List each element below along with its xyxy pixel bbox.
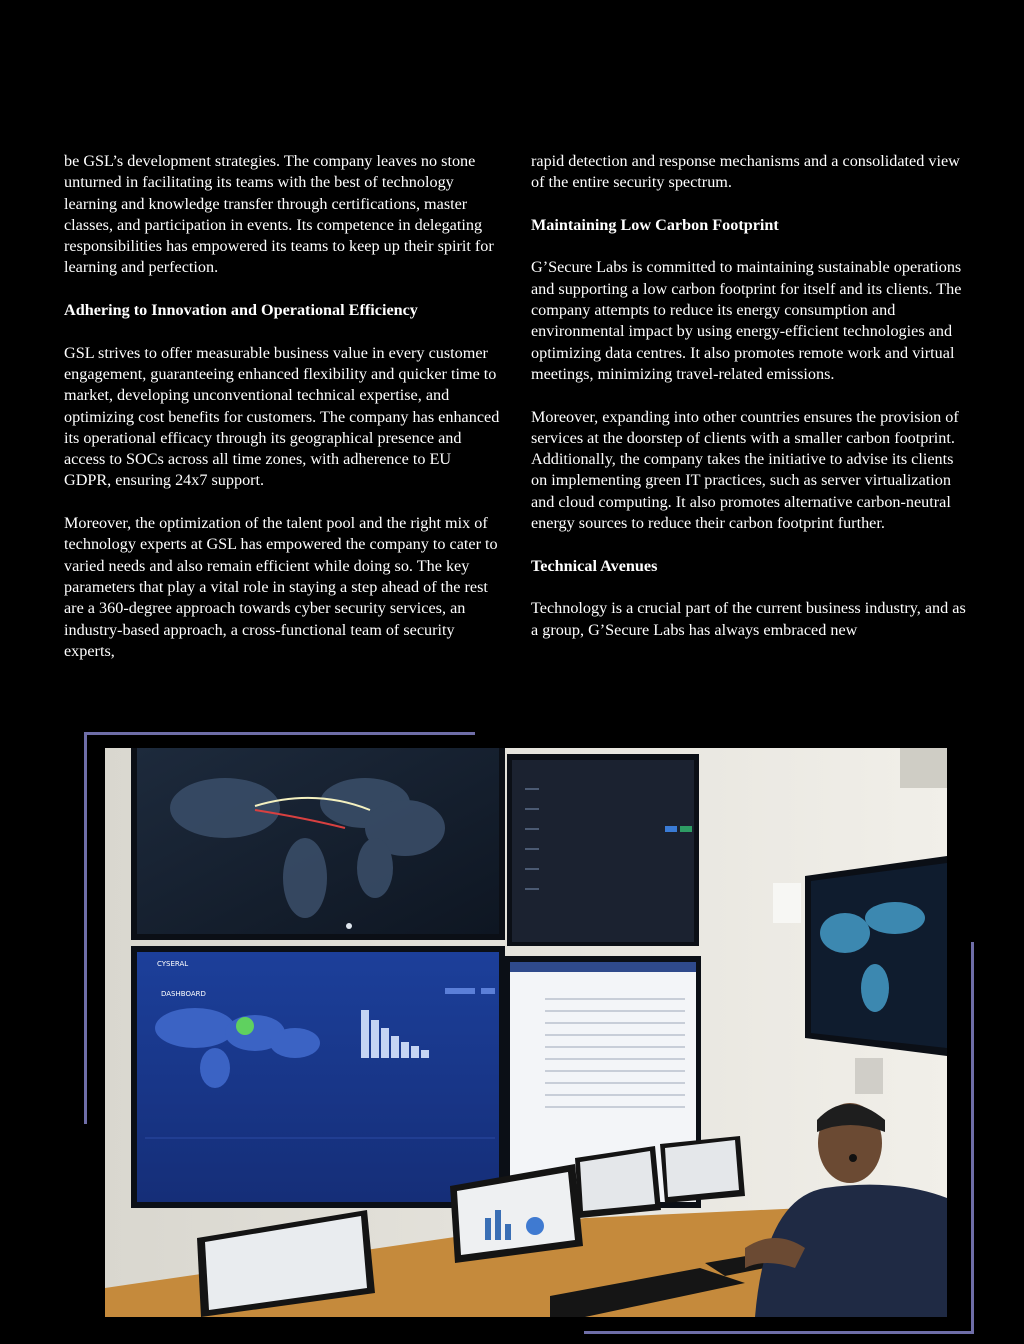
section-heading: Technical Avenues [531,556,658,575]
paragraph: rapid detection and response mechanisms and a consolidated view of the entire security spectrum. [531,152,960,192]
frame-line-left [84,732,87,1124]
list-screen [507,754,699,946]
paragraph: G’Secure Labs is committed to maintaining sustainable operations and supporting a low carbon footprint for itself and its clients. The company attempts to reduce its energy consumption and environmental impact by using energy-efficient technologies and optimizing data centres. It also promotes remote work and virtual meetings, minimizing travel-related emissions. [531,258,962,383]
dashboard-brand: CYSERAL [157,960,189,968]
paragraph: be GSL’s development strategies. The company leaves no stone unturned in facilitating its teams with the best of technology learning and knowledge transfer through certifications, master classes, and participation in events. Its competence in delegating responsibilities has empowered its teams to keep up their spirit for learning and perfection. [64,152,494,277]
world-map-screen [131,748,505,940]
dashboard-title: DASHBOARD [161,990,206,998]
section-heading: Adhering to Innovation and Operational Efficiency [64,301,418,320]
paragraph: Moreover, the optimization of the talent pool and the right mix of technology experts at GSL has empowered the company to cater to varied needs and also remain efficient while doing so. The key parameters that play a vital role in staying a step ahead of the rest are a 360-degree approach towards cyber security services, an industry-based approach, a cross-functional team of security experts, [64,514,498,660]
left-text-column [64,151,500,683]
soc-illustration [105,748,947,1317]
security-operations-center-photo [105,748,947,1317]
frame-line-bottom [584,1331,974,1334]
paragraph: GSL strives to offer measurable business value in every customer engagement, guaranteeing enhanced flexibility and quicker time to market, developing unconventional technical expertise, and optimizing cost benefits for customers. The company has enhanced its operational efficacy through its geographical presence and access to SOCs across all time zones, with adherence to EU GDPR, ensuring 24x7 support. [64,343,500,490]
paragraph: Technology is a crucial part of the current business industry, and as a group, G’Secure Labs has always embraced new [531,599,966,639]
section-heading: Maintaining Low Carbon Footprint [531,215,779,234]
paragraph: Moreover, expanding into other countries ensures the provision of services at the doorstep of clients with a smaller carbon footprint. Additionally, the company takes the initiative to advise its clients on implementing green IT practices, such as server virtualization and cloud computing. It also promotes alternative carbon-neutral energy sources to reduce their carbon footprint further. [531,407,959,533]
side-map-screen [805,856,947,1056]
right-text-column [531,151,969,662]
frame-line-top [84,732,475,735]
frame-line-right [971,942,974,1334]
dashboard-screen [131,946,505,1208]
